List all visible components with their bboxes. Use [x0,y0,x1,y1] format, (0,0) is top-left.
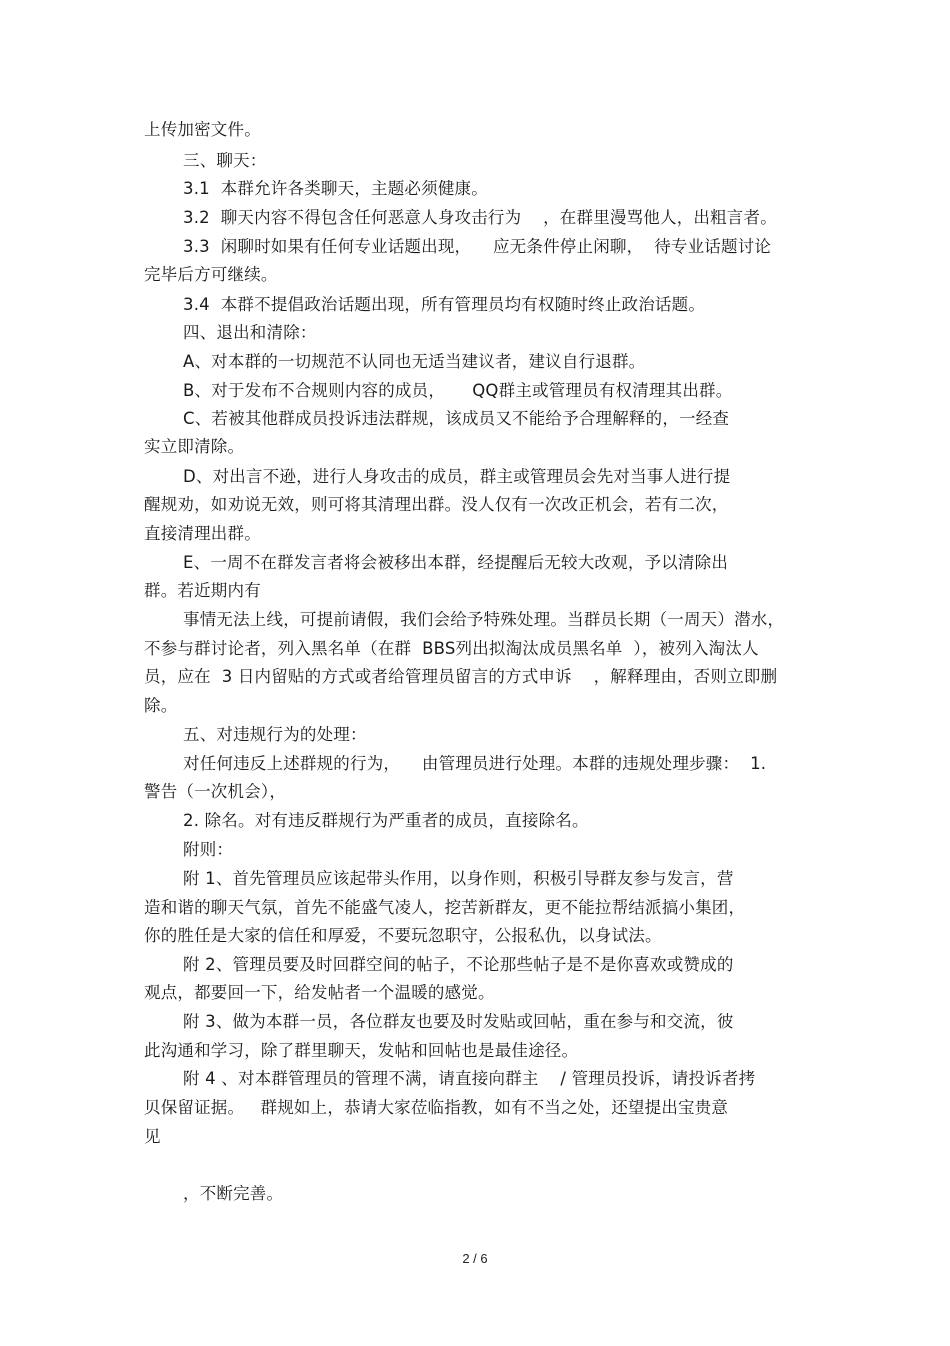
text-line: 此沟通和学习，除了群里聊天，发帖和回帖也是最佳途径。 [144,1041,579,1060]
text-line: A、对本群的一切规范不认同也无适当建议者，建议自行退群。 [183,352,646,371]
text-line: 警告（一次机会）， [144,782,287,801]
section-heading-exit: 四、退出和清除： [183,323,317,342]
text-line: 员，应在 3 日内留贴的方式或者给管理员留言的方式申诉 ，解释理由，否则立即删 [144,667,778,686]
section-heading-chat: 三、聊天： [183,151,267,170]
text-line: 3.1 本群允许各类聊天，主题必须健康。 [183,179,488,198]
text-line: 不参与群讨论者，列入黑名单（在群 BBS列出拟淘汰成员黑名单 ），被列入淘汰人 [144,639,759,658]
text-line: 3.3 闲聊时如果有任何专业话题出现， 应无条件停止闲聊， 待专业话题讨论 [183,237,772,256]
text-line: C、若被其他群成员投诉违法群规，该成员又不能给予合理解释的，一经查 [183,409,730,428]
section-heading-violations: 五、对违规行为的处理： [183,725,367,744]
text-line: 完毕后方可继续。 [144,265,278,284]
text-line: 除。 [144,696,178,715]
section-heading-appendix: 附则： [183,840,234,859]
text-line: 造和谐的聊天气氛，首先不能盛气凌人，挖苦新群友，更不能拉帮结派搞小集团， [144,898,746,917]
text-line: 附 4 、对本群管理员的管理不满，请直接向群主 / 管理员投诉，请投诉者拷 [183,1069,756,1088]
text-line: E、一周不在群发言者将会被移出本群，经提醒后无较大改观，予以清除出 [183,553,729,572]
text-line: D、对出言不逊，进行人身攻击的成员，群主或管理员会先对当事人进行提 [183,467,731,486]
text-line: ，不断完善。 [183,1184,284,1203]
text-line: 附 1、首先管理员应该起带头作用，以身作则，积极引导群友参与发言，营 [183,869,734,888]
text-line: 实立即清除。 [144,437,245,456]
text-line: 见 [144,1127,161,1146]
text-line: 醒规劝，如劝说无效，则可将其清理出群。没人仅有一次改正机会，若有二次， [144,495,729,514]
text-line: 3.4 本群不提倡政治话题出现，所有管理员均有权随时终止政治话题。 [183,295,706,314]
text-line: 对任何违反上述群规的行为， 由管理员进行处理。本群的违规处理步骤： 1. [183,754,767,773]
text-line: 事情无法上线，可提前请假，我们会给予特殊处理。当群员长期（一周天）潜水， [183,610,785,629]
text-line: B、对于发布不合规则内容的成员， QQ群主或管理员有权清理其出群。 [183,381,733,400]
text-line: 直接清理出群。 [144,524,261,543]
text-line: 你的胜任是大家的信任和厚爱，不要玩忽职守，公报私仇，以身试法。 [144,926,662,945]
page-number: 2 / 6 [462,1251,488,1266]
text-line: 观点，都要回一下，给发帖者一个温暖的感觉。 [144,983,495,1002]
text-line: 3.2 聊天内容不得包含任何恶意人身攻击行为 ，在群里漫骂他人，出粗言者。 [183,208,777,227]
text-line: 2. 除名。对有违反群规行为严重者的成员，直接除名。 [183,811,589,830]
text-line: 群。若近期内有 [144,581,261,600]
text-line: 贝保留证据。 群规如上，恭请大家莅临指教，如有不当之处，还望提出宝贵意 [144,1098,729,1117]
text-line: 附 3、做为本群一员，各位群友也要及时发贴或回帖，重在参与和交流，彼 [183,1012,734,1031]
text-line: 上传加密文件。 [144,120,261,139]
text-line: 附 2、管理员要及时回群空间的帖子，不论那些帖子是不是你喜欢或赞成的 [183,955,734,974]
